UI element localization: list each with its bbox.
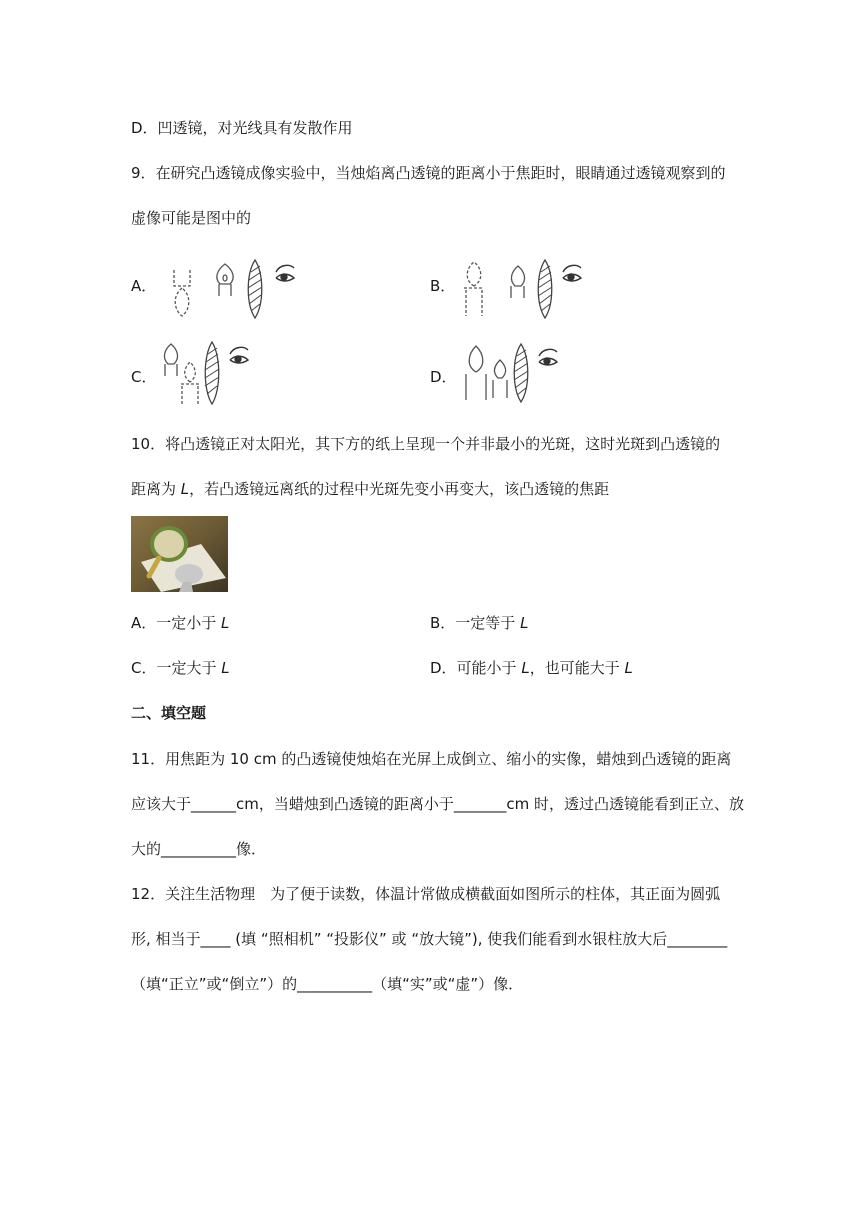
candle-icon [493,360,507,398]
q11-line3: 大的__________像． [131,840,267,858]
q10-option-b: B．一定等于 L [430,614,529,632]
q9-stem-line1: 9．在研究凸透镜成像实验中，当烛焰离凸透镜的距离小于焦距时，眼睛通过透镜观察到的 [131,164,726,182]
q9-stem-line2: 虚像可能是图中的 [131,209,252,227]
q10-option-d: D．可能小于 L，也可能大于 L [430,659,633,677]
q9-option-a-figure [168,258,303,320]
convex-lens-icon [248,260,262,318]
q9-option-d-label: D． [430,368,457,386]
candle-icon [217,264,233,296]
convex-lens-icon [205,342,219,404]
q11-line2: 应该大于______cm，当蜡烛到凸透镜的距离小于_______cm 时，透过凸透镜能看到正立、放 [131,795,744,813]
q9-option-a-label: A． [131,277,157,295]
q10-option-a: A．一定小于 L [131,614,230,632]
q12-line3: （填“正立”或“倒立”）的__________（填“实”或“虚”）像． [131,975,524,993]
section-title: 二、填空题 [131,704,207,722]
virtual-candle-icon [181,362,199,406]
candle-icon [164,344,177,376]
q12-line2: 形, 相当于____ (填 “照相机” “投影仪” 或 “放大镜”), 使我们能看到水银柱放大后________ [131,930,728,948]
q10-stem-line1: 10．将凸透镜正对太阳光，其下方的纸上呈现一个并非最小的光斑，这时光斑到凸透镜的 [131,435,721,453]
q10-stem-line2: 距离为 L，若凸透镜远离纸的过程中光斑先变小再变大，该凸透镜的焦距 [131,480,610,498]
q9-option-b-label: B． [430,277,456,295]
eye-icon [230,347,248,363]
convex-lens-icon [538,260,552,318]
q9-option-b-figure [460,258,595,320]
eye-icon [276,265,294,281]
virtual-candle-icon [464,262,484,316]
q10-option-c: C．一定大于 L [131,659,230,677]
candle-icon [511,266,525,298]
virtual-candle-icon [174,270,190,316]
q8-option-d: D．凹透镜，对光线具有发散作用 [131,119,353,137]
q9-option-d-figure [462,342,572,404]
convex-lens-icon [514,344,528,402]
var-L: L [180,480,190,498]
eye-icon [563,265,581,281]
q12-line1: 12．关注生活物理 为了便于读数，体温计常做成横截面如图所示的柱体，其正面为圆弧 [131,885,721,903]
candle-icon [466,346,486,400]
eye-icon [539,349,557,365]
q9-option-c-label: C． [131,368,157,386]
q9-option-c-figure [160,340,270,408]
q11-line1: 11．用焦距为 10 cm 的凸透镜使烛焰在光屏上成倒立、缩小的实像，蜡烛到凸透镜的距离 [131,750,732,768]
magnifier-photo [131,516,228,592]
